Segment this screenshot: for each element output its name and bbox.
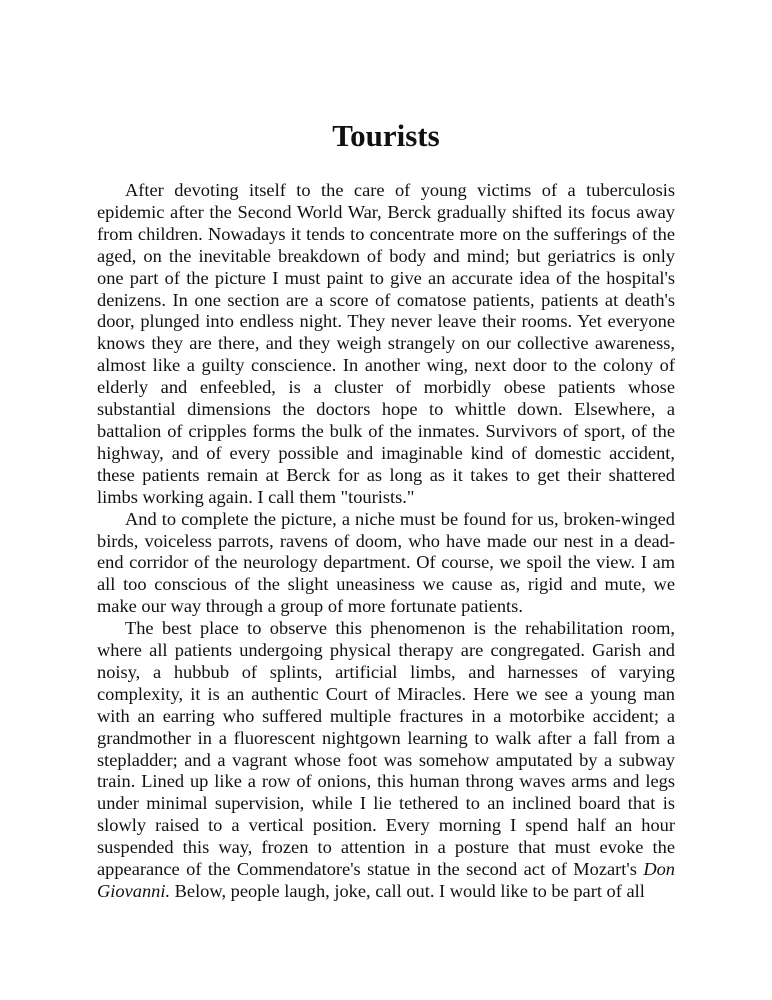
chapter-title: Tourists — [332, 118, 440, 153]
paragraph-3 — [97, 618, 675, 903]
paragraph-3-continuation: Below, people laugh, joke, call out. I would like to be part of all — [170, 881, 645, 901]
paragraph-1: After devoting itself to the care of young victims of a tuberculosis epidemic after the Second World War, Berck gradually shifted its focus away from children. Nowadays it tends to concentrate more on the sufferings of the aged, on the inevitable breakdown of body and mind; but geriatrics is only one part of the picture I must paint to give an accurate idea of the hospital's denizens. In one section are a score of comatose patients, patients at death's door, plunged into endless night. They never leave their rooms. Yet everyone knows they are there, and they weigh strangely on our collective awareness, almost like a guilty conscience. In another wing, next door to the colony of elderly and enfeebled, is a cluster of morbidly obese patients whose substantial dimensions the doctors hope to whittle down. Elsewhere, a battalion of cripples forms the bulk of the inmates. Survivors of sport, of the highway, and of every possible and imaginable kind of domestic accident, these patients remain at Berck for as long as it takes to get their shattered limbs working again. I call them "tourists." — [97, 180, 675, 507]
paragraph-2: And to complete the picture, a niche must be found for us, broken-winged birds, voiceless parrots, ravens of doom, who have made our nest in a dead-end corridor of the neurology department. Of course, we spoil the view. I am all too conscious of the slight uneasiness we cause as, rigid and mute, we make our way through a group of more fortunate patients. — [97, 508, 675, 617]
opera-title: Don Giovanni. — [97, 859, 675, 901]
chapter-body — [97, 180, 675, 903]
paragraph-3-text: The best place to observe this phenomenon is the rehabilitation room, where all patients undergoing physical therapy are congregated. Garish and noisy, a hubbub of splints, artificial limbs, and harnesses of varying complexity, it is an authentic Court of Miracles. Here we see a young man with an earring who suffered multiple fractures in a motorbike accident; a grandmother in a fluorescent nightgown learning to walk after a fall from a stepladder; and a vagrant whose foot was somehow amputated by a subway train. Lined up like a row of onions, this human throng waves arms and legs under minimal supervision, while I lie tethered to an inclined board that is slowly raised to a vertical position. Every morning I spend half an hour suspended this way, frozen to attention in a posture that must evoke the appearance of the Commendatore's statue in the second act of Mozart's — [97, 618, 675, 880]
book-page — [97, 0, 675, 903]
